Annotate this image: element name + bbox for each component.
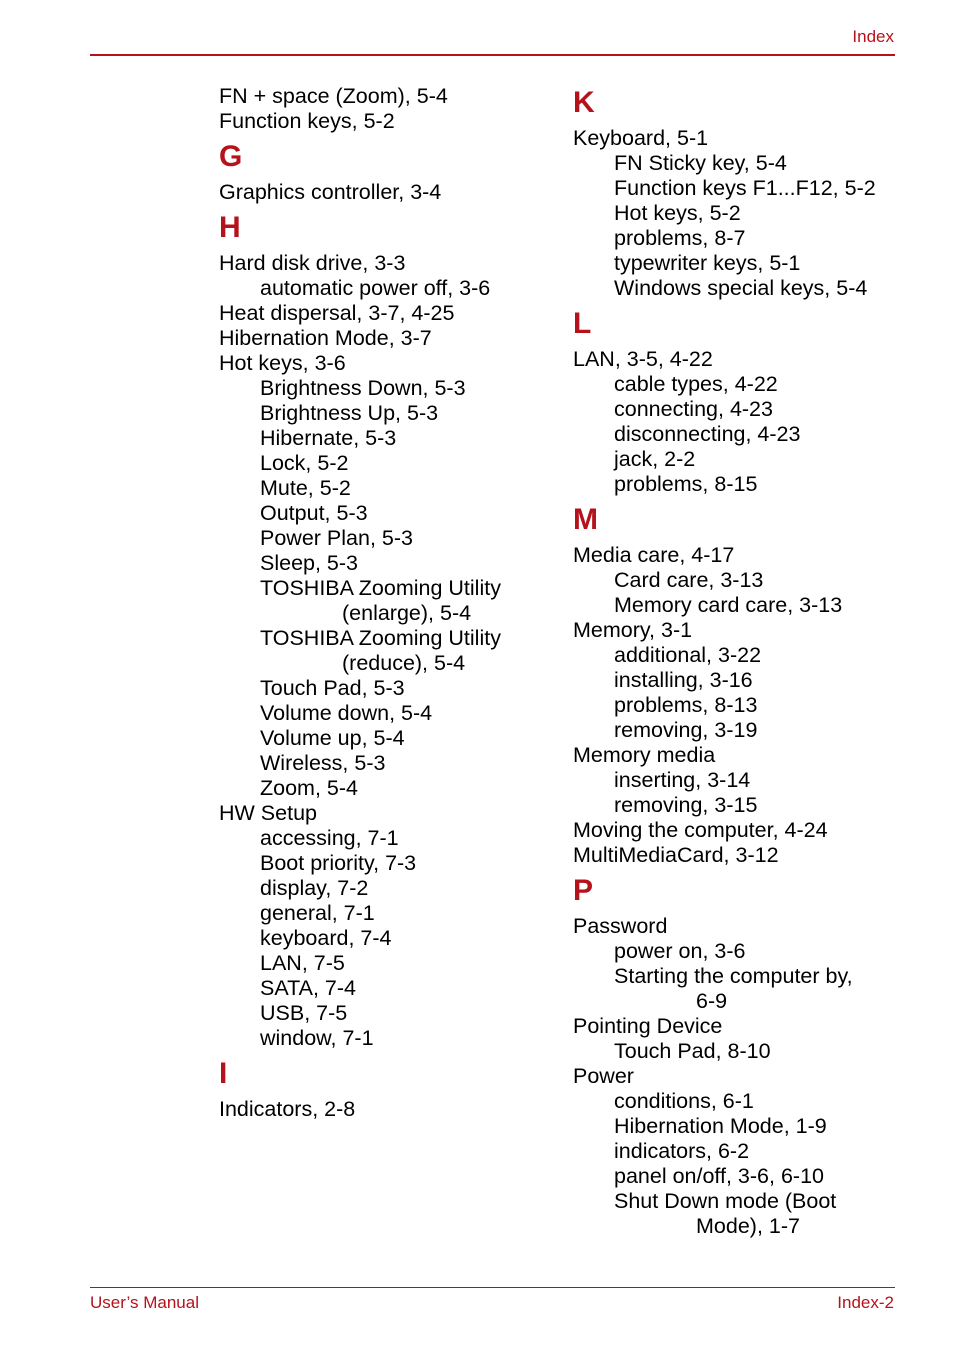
index-entry: Keyboard, 5-1 (573, 126, 709, 150)
index-subentry: accessing, 7-1 (260, 826, 399, 850)
index-subentry: Volume down, 5-4 (260, 701, 433, 725)
index-entry: Hard disk drive, 3-3 (219, 251, 406, 275)
index-entry: Indicators, 2-8 (219, 1097, 356, 1121)
section-letter-h: H (219, 211, 241, 244)
index-subentry: Function keys F1...F12, 5-2 (614, 176, 876, 200)
index-column-right (573, 84, 913, 1239)
index-entry: Memory, 3-1 (573, 618, 693, 642)
index-subentry: Power Plan, 5-3 (260, 526, 413, 550)
index-entry: Graphics controller, 3-4 (219, 180, 442, 204)
index-subentry: problems, 8-7 (614, 226, 746, 250)
index-subentry: Mute, 5-2 (260, 476, 351, 500)
index-subentry: panel on/off, 3-6, 6-10 (614, 1164, 824, 1188)
index-entry-continuation: (reduce), 5-4 (342, 651, 466, 675)
header-rule (90, 54, 895, 56)
index-subentry: Output, 5-3 (260, 501, 368, 525)
index-subentry: problems, 8-13 (614, 693, 758, 717)
index-subentry: cable types, 4-22 (614, 372, 778, 396)
index-entry: Password (573, 914, 668, 938)
index-subentry: Zoom, 5-4 (260, 776, 358, 800)
index-subentry: Touch Pad, 8-10 (614, 1039, 771, 1063)
section-letter-p: P (573, 874, 594, 907)
index-entry-continuation: (enlarge), 5-4 (342, 601, 472, 625)
index-subentry: Starting the computer by, (614, 964, 853, 988)
index-subentry: Memory card care, 3-13 (614, 593, 843, 617)
footer-rule (90, 1287, 895, 1288)
index-entry: Moving the computer, 4-24 (573, 818, 828, 842)
index-subentry: Hibernation Mode, 1-9 (614, 1114, 827, 1138)
index-subentry: Sleep, 5-3 (260, 551, 359, 575)
index-entry: Heat dispersal, 3-7, 4-25 (219, 301, 455, 325)
index-entry-continuation: Mode), 1-7 (696, 1214, 800, 1238)
section-letter-l: L (573, 307, 592, 340)
index-subentry: Lock, 5-2 (260, 451, 349, 475)
index-subentry: automatic power off, 3-6 (260, 276, 491, 300)
index-entry: Hot keys, 3-6 (219, 351, 346, 375)
index-subentry: Boot priority, 7-3 (260, 851, 417, 875)
index-subentry: USB, 7-5 (260, 1001, 348, 1025)
index-entry: Media care, 4-17 (573, 543, 735, 567)
index-entry: LAN, 3-5, 4-22 (573, 347, 713, 371)
index-column-left (219, 84, 559, 1122)
index-subentry: SATA, 7-4 (260, 976, 356, 1000)
index-subentry: Volume up, 5-4 (260, 726, 405, 750)
index-subentry: disconnecting, 4-23 (614, 422, 801, 446)
index-subentry: removing, 3-19 (614, 718, 758, 742)
running-header-title: Index (852, 27, 894, 46)
index-subentry: inserting, 3-14 (614, 768, 751, 792)
index-subentry: removing, 3-15 (614, 793, 758, 817)
index-subentry: power on, 3-6 (614, 939, 746, 963)
footer-manual-title: User’s Manual (90, 1293, 199, 1312)
index-subentry: Wireless, 5-3 (260, 751, 386, 775)
index-subentry: general, 7-1 (260, 901, 375, 925)
index-entry: Function keys, 5-2 (219, 109, 395, 133)
index-subentry: FN Sticky key, 5-4 (614, 151, 787, 175)
index-subentry: additional, 3-22 (614, 643, 762, 667)
index-entry: MultiMediaCard, 3-12 (573, 843, 779, 867)
index-subentry: window, 7-1 (260, 1026, 374, 1050)
index-subentry: TOSHIBA Zooming Utility (260, 626, 501, 650)
index-entry: Pointing Device (573, 1014, 723, 1038)
index-subentry: keyboard, 7-4 (260, 926, 392, 950)
index-subentry: typewriter keys, 5-1 (614, 251, 801, 275)
index-entry: Hibernation Mode, 3-7 (219, 326, 432, 350)
section-letter-i: I (219, 1057, 228, 1090)
index-subentry: problems, 8-15 (614, 472, 758, 496)
index-subentry: indicators, 6-2 (614, 1139, 750, 1163)
index-subentry: installing, 3-16 (614, 668, 753, 692)
index-subentry: Card care, 3-13 (614, 568, 764, 592)
section-letter-g: G (219, 140, 243, 173)
index-subentry: Brightness Down, 5-3 (260, 376, 466, 400)
section-letter-k: K (573, 86, 595, 119)
index-entry: FN + space (Zoom), 5-4 (219, 84, 448, 108)
footer-page-number: Index-2 (837, 1293, 894, 1312)
index-entry: Power (573, 1064, 634, 1088)
index-entry: Memory media (573, 743, 716, 767)
index-subentry: jack, 2-2 (614, 447, 696, 471)
index-subentry: LAN, 7-5 (260, 951, 345, 975)
index-subentry: Shut Down mode (Boot (614, 1189, 837, 1213)
index-subentry: Windows special keys, 5-4 (614, 276, 868, 300)
index-subentry: Touch Pad, 5-3 (260, 676, 405, 700)
index-subentry: TOSHIBA Zooming Utility (260, 576, 501, 600)
index-entry: HW Setup (219, 801, 317, 825)
index-subentry: Hibernate, 5-3 (260, 426, 397, 450)
index-entry-continuation: 6-9 (696, 989, 728, 1013)
index-subentry: Brightness Up, 5-3 (260, 401, 439, 425)
index-subentry: conditions, 6-1 (614, 1089, 754, 1113)
index-subentry: connecting, 4-23 (614, 397, 773, 421)
index-subentry: display, 7-2 (260, 876, 369, 900)
section-letter-m: M (573, 503, 598, 536)
index-subentry: Hot keys, 5-2 (614, 201, 741, 225)
